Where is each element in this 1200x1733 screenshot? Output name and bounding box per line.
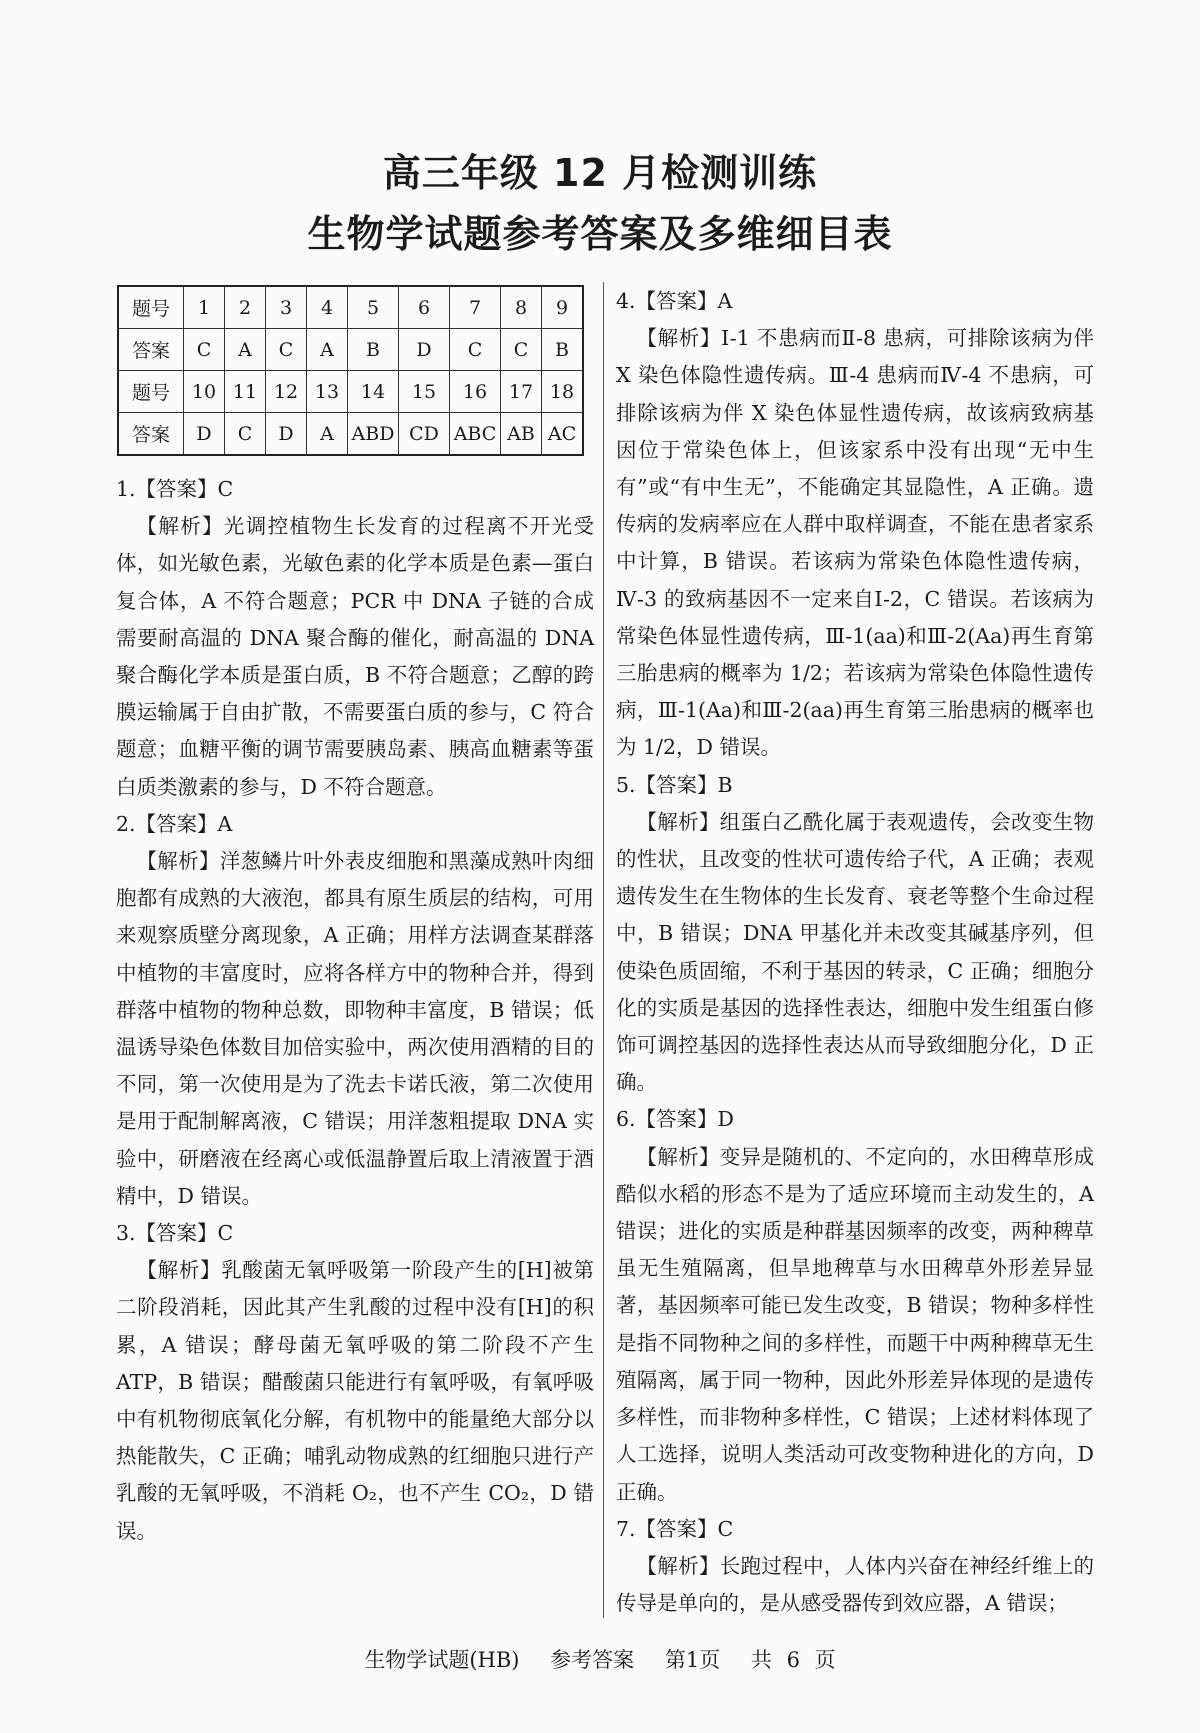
answer-item-7 bbox=[616, 1511, 1094, 1623]
table-row bbox=[118, 371, 583, 413]
table-cell: 2 bbox=[225, 286, 266, 329]
item-explanation: 【解析】乳酸菌无氧呼吸第一阶段产生的[H]被第二阶段消耗，因此其产生乳酸的过程中没有[H]的积累，A 错误；酵母菌无氧呼吸的第二阶段不产生 ATP，B 错误；醋酸菌只能进行有氧呼吸，有氧呼吸中有机物彻底氧化分解，有机物中的能量绝大部分以热能散失，C 正确；哺乳动物成熟的红细胞只进行产乳酸的无氧呼吸，不消耗 O₂，也不产生 CO₂，D 错误。 bbox=[116, 1258, 594, 1543]
footer-doc-type: 参考答案 bbox=[550, 1648, 635, 1672]
table-cell: C bbox=[225, 413, 266, 456]
table-cell: B bbox=[348, 329, 399, 371]
row-label: 答案 bbox=[118, 329, 184, 371]
table-cell: D bbox=[399, 329, 450, 371]
item-explanation: 【解析】变异是随机的、不定向的，水田稗草形成酷似水稻的形态不是为了适应环境而主动发生的，A 错误；进化的实质是种群基因频率的改变，两种稗草虽无生殖隔离，但旱地稗草与水田稗草外形差异显著，基因频率可能已发生改变，B 错误；物种多样性是指不同物种之间的多样性，而题干中两种稗草无生殖隔离，属于同一物种，因此外形差异体现的是遗传多样性，而非物种多样性，C 错误；上述材料体现了人工选择，说明人类活动可改变物种进化的方向，D 正确。 bbox=[616, 1144, 1094, 1504]
table-cell: 10 bbox=[184, 371, 225, 413]
row-label: 题号 bbox=[118, 286, 184, 329]
item-answer: 7.【答案】C bbox=[616, 1516, 734, 1541]
item-explanation: 【解析】洋葱鳞片叶外表皮细胞和黑藻成熟叶肉细胞都有成熟的大液泡，都具有原生质层的结构，可用来观察质壁分离现象，A 正确；用样方法调查某群落中植物的丰富度时，应将各样方中的物种合并，得到群落中植物的物种总数，即物种丰富度，B 错误；低温诱导染色体数目加倍实验中，两次使用酒精的目的不同，第一次使用是为了洗去卡诺氏液，第二次使用是用于配制解离液，C 错误；用洋葱粗提取 DNA 实验中，研磨液在经离心或低温静置后取上清液置于酒精中，D 错误。 bbox=[116, 849, 594, 1208]
left-column bbox=[116, 471, 594, 1550]
table-cell: C bbox=[501, 329, 542, 371]
table-cell: AB bbox=[501, 413, 542, 456]
item-answer: 3.【答案】C bbox=[116, 1221, 234, 1246]
footer-total-pages: 共 6 页 bbox=[750, 1648, 836, 1672]
item-answer: 5.【答案】B bbox=[616, 772, 733, 797]
table-cell: 12 bbox=[266, 371, 307, 413]
table-cell: 4 bbox=[307, 286, 348, 329]
item-answer: 4.【答案】A bbox=[616, 289, 733, 313]
item-explanation: 【解析】光调控植物生长发育的过程离不开光受体，如光敏色素，光敏色素的化学本质是色素—蛋白复合体，A 不符合题意；PCR 中 DNA 子链的合成需要耐高温的 DNA 聚合酶的催化，耐高温的 DNA 聚合酶化学本质是蛋白质，B 不符合题意；乙醇的跨膜运输属于自由扩散，不需要蛋白质的参与，C 符合题意；血糖平衡的调节需要胰岛素、胰高血糖素等蛋白质类激素的参与，D 不符合题意。 bbox=[116, 514, 594, 799]
table-cell: C bbox=[266, 329, 307, 371]
page-footer bbox=[0, 1644, 1200, 1674]
answer-item-3 bbox=[116, 1215, 594, 1550]
table-cell: 14 bbox=[348, 371, 399, 413]
table-cell: 13 bbox=[307, 371, 348, 413]
table-row bbox=[118, 413, 583, 456]
table-cell: B bbox=[542, 329, 584, 371]
table-cell: C bbox=[450, 329, 501, 371]
item-explanation: 【解析】组蛋白乙酰化属于表观遗传，会改变生物的性状，且改变的性状可遗传给子代，A 正确；表观遗传发生在生物体的生长发育、衰老等整个生命过程中，B 错误；DNA 甲基化并未改变其碱基序列，但使染色质固缩，不利于基因的转录，C 正确；细胞分化的实质是基因的选择性表达，细胞中发生组蛋白修饰可调控基因的选择性表达从而导致细胞分化，D 正确。 bbox=[616, 809, 1094, 1095]
page-title-line2: 生物学试题参考答案及多维细目表 bbox=[307, 212, 893, 256]
answer-item-4 bbox=[616, 283, 1094, 767]
answer-item-1 bbox=[116, 471, 594, 806]
table-cell: 8 bbox=[501, 286, 542, 329]
table-cell: 18 bbox=[542, 371, 584, 413]
table-cell: 9 bbox=[542, 286, 584, 329]
table-cell: A bbox=[307, 413, 348, 456]
table-cell: 7 bbox=[450, 286, 501, 329]
page-title-line1: 高三年级 12 月检测训练 bbox=[382, 151, 818, 195]
item-explanation: 【解析】Ⅰ-1 不患病而Ⅱ-8 患病，可排除该病为伴 X 染色体隐性遗传病。Ⅲ-4 患病而Ⅳ-4 不患病，可排除该病为伴 X 染色体显性遗传病，故该病致病基因位于常染色体上，但该家系中没有出现“无中生有”或“有中生无”，不能确定其显隐性，A 正确。遗传病的发病率应在人群中取样调查，不能在患者家系中计算，B 错误。若该病为常染色体隐性遗传病，Ⅳ-3 的致病基因不一定来自Ⅰ-2，C 错误。若该病为常染色体显性遗传病，Ⅲ-1(aa)和Ⅲ-2(Aa)再生育第三胎患病的概率为 1/2；若该病为常染色体隐性遗传病，Ⅲ-1(Aa)和Ⅲ-2(aa)再生育第三胎患病的概率也为 1/2，D 错误。 bbox=[616, 326, 1094, 760]
column-divider bbox=[603, 282, 604, 1618]
table-cell: 1 bbox=[184, 286, 225, 329]
table-cell: 17 bbox=[501, 371, 542, 413]
answer-item-2 bbox=[116, 806, 594, 1215]
table-cell: D bbox=[266, 413, 307, 456]
footer-subject: 生物学试题(HB) bbox=[364, 1648, 520, 1672]
item-answer: 2.【答案】A bbox=[116, 811, 233, 836]
table-cell: D bbox=[184, 413, 225, 456]
table-cell: A bbox=[225, 329, 266, 371]
answer-item-6 bbox=[616, 1101, 1094, 1510]
table-cell: AC bbox=[542, 413, 584, 456]
table-cell: 3 bbox=[266, 286, 307, 329]
item-answer: 6.【答案】D bbox=[616, 1107, 734, 1132]
right-column bbox=[616, 283, 1094, 1622]
row-label: 题号 bbox=[118, 371, 184, 413]
answer-item-5 bbox=[616, 767, 1094, 1102]
table-cell: 15 bbox=[399, 371, 450, 413]
row-label: 答案 bbox=[118, 413, 184, 456]
table-cell: CD bbox=[399, 413, 450, 456]
table-cell: ABC bbox=[450, 413, 501, 456]
table-cell: C bbox=[184, 329, 225, 371]
footer-page-number: 第1页 bbox=[664, 1648, 721, 1672]
table-cell: A bbox=[307, 329, 348, 371]
item-answer: 1.【答案】C bbox=[116, 477, 234, 501]
table-row bbox=[118, 286, 583, 329]
table-cell: 11 bbox=[225, 371, 266, 413]
table-cell: ABD bbox=[348, 413, 399, 456]
table-row bbox=[118, 329, 583, 371]
item-explanation: 【解析】长跑过程中，人体内兴奋在神经纤维上的传导是单向的，是从感受器传到效应器，A 错误； bbox=[616, 1553, 1094, 1616]
table-cell: 16 bbox=[450, 371, 501, 413]
answer-table bbox=[117, 285, 584, 456]
table-cell: 5 bbox=[348, 286, 399, 329]
table-cell: 6 bbox=[399, 286, 450, 329]
